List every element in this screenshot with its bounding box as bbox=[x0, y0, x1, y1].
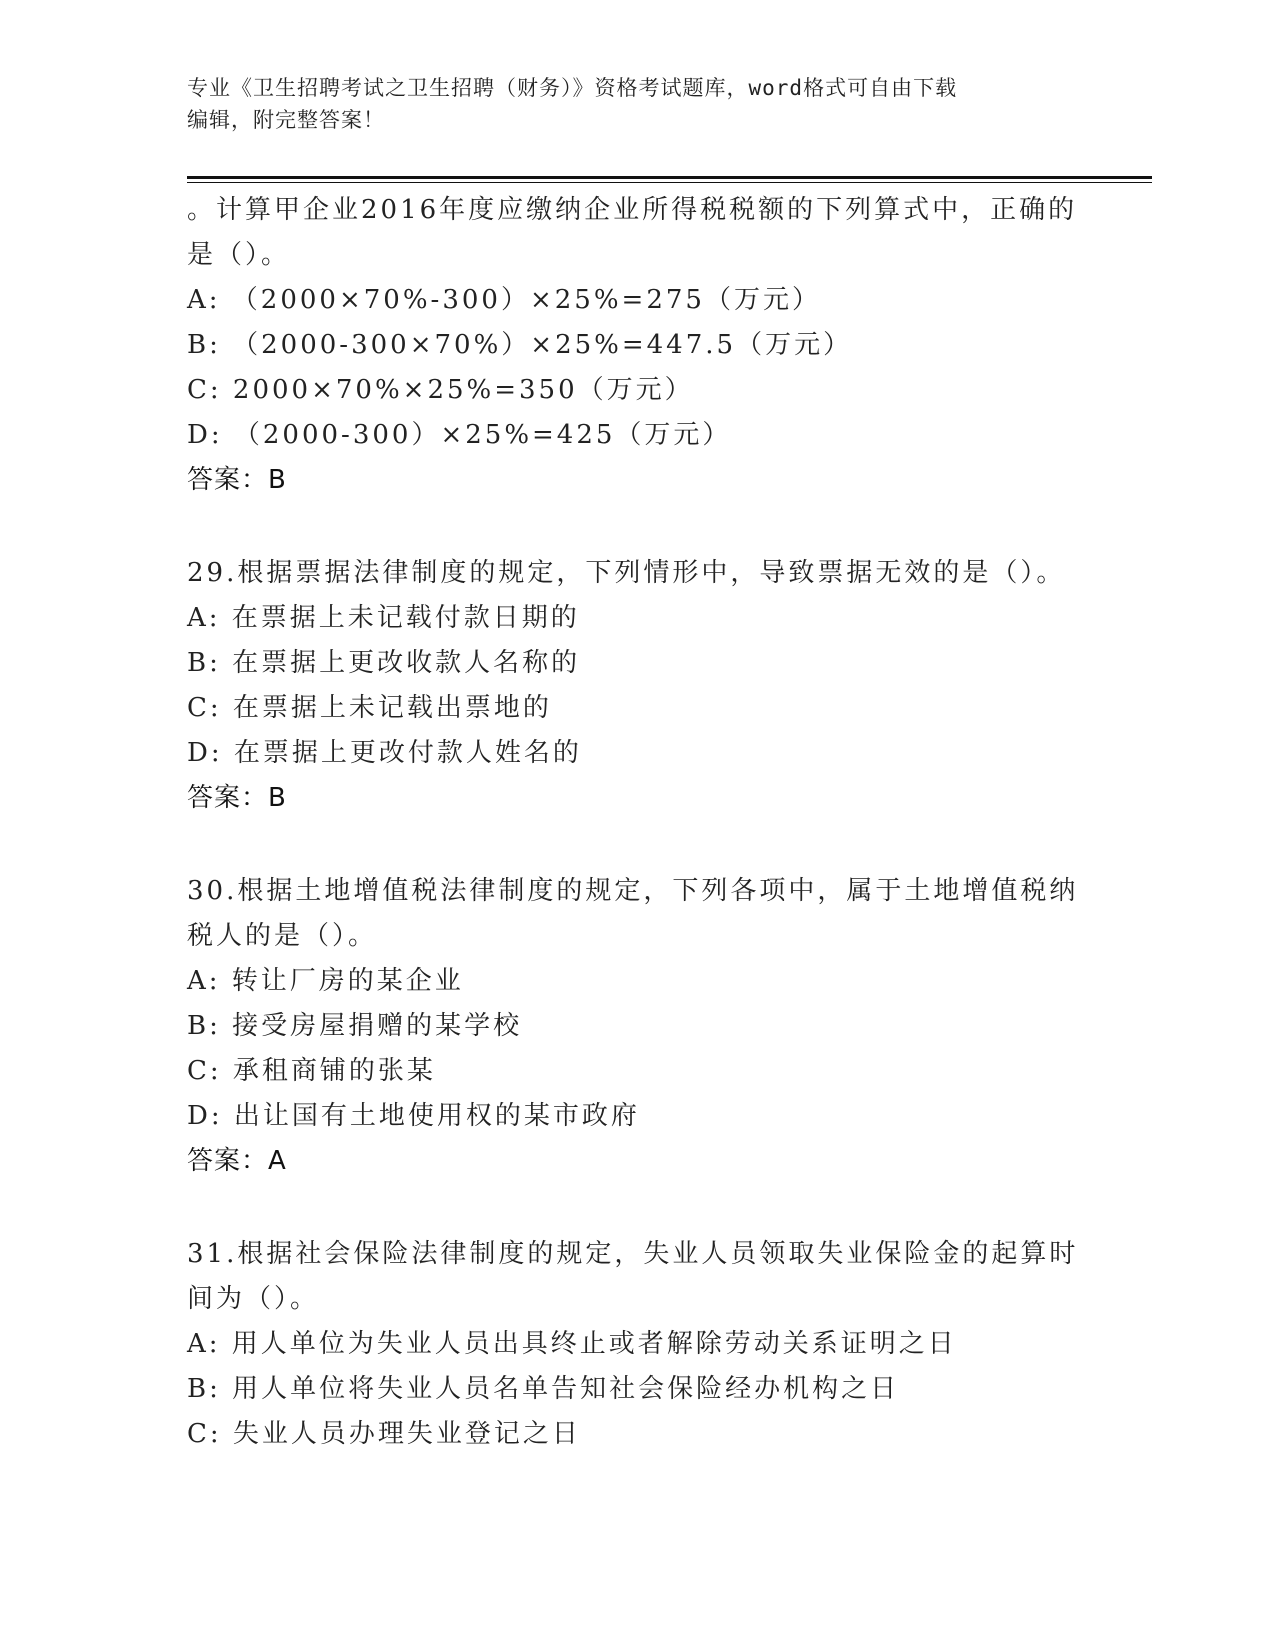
option-c: C: 2000×70%×25%=350（万元） bbox=[187, 375, 694, 405]
question-stem-line: 间为（）。 bbox=[187, 1284, 320, 1314]
option-b: B: （2000-300×70%）×25%=447.5（万元） bbox=[187, 330, 853, 360]
option-b: B: 接受房屋捐赠的某学校 bbox=[187, 1011, 523, 1041]
question-stem-line: 是（）。 bbox=[187, 240, 291, 270]
question-stem-line: 税人的是（）。 bbox=[187, 921, 378, 951]
option-a: A: 用人单位为失业人员出具终止或者解除劳动关系证明之日 bbox=[187, 1329, 957, 1359]
option-c: C: 失业人员办理失业登记之日 bbox=[187, 1419, 581, 1449]
answer-line: 答案：A bbox=[187, 1146, 287, 1176]
option-c: C: 在票据上未记载出票地的 bbox=[187, 693, 552, 723]
option-a: A: 在票据上未记载付款日期的 bbox=[187, 603, 580, 633]
header-rule-thin bbox=[187, 182, 1152, 183]
question-stem-line: 30.根据土地增值税法律制度的规定，下列各项中，属于土地增值税纳 bbox=[187, 876, 1079, 906]
question-block bbox=[187, 551, 1087, 821]
option-a: A: （2000×70%-300）×25%=275（万元） bbox=[187, 285, 821, 315]
question-block bbox=[187, 869, 1087, 1184]
option-d: D: 在票据上更改付款人姓名的 bbox=[187, 738, 582, 768]
answer-line: 答案：B bbox=[187, 783, 287, 813]
question-stem-line: 。计算甲企业2016年度应缴纳企业所得税税额的下列算式中，正确的 bbox=[187, 195, 1078, 225]
question-stem-line: 29.根据票据法律制度的规定，下列情形中，导致票据无效的是（）。 bbox=[187, 558, 1066, 588]
question-block bbox=[187, 188, 1087, 503]
option-b: B: 在票据上更改收款人名称的 bbox=[187, 648, 581, 678]
question-stem-line: 31.根据社会保险法律制度的规定，失业人员领取失业保险金的起算时 bbox=[187, 1239, 1079, 1269]
question-block bbox=[187, 1232, 1087, 1457]
option-b: B: 用人单位将失业人员名单告知社会保险经办机构之日 bbox=[187, 1374, 900, 1404]
question-list bbox=[187, 188, 1087, 1505]
option-c: C: 承租商铺的张某 bbox=[187, 1056, 436, 1086]
option-d: D: （2000-300）×25%=425（万元） bbox=[187, 420, 732, 450]
option-a: A: 转让厂房的某企业 bbox=[187, 966, 464, 996]
option-d: D: 出让国有土地使用权的某市政府 bbox=[187, 1101, 640, 1131]
answer-line: 答案：B bbox=[187, 465, 287, 495]
document-header bbox=[187, 72, 1067, 136]
header-line-2: 编辑，附完整答案！ bbox=[187, 108, 385, 132]
header-rule-thick bbox=[187, 176, 1152, 179]
header-line-1: 专业《卫生招聘考试之卫生招聘（财务）》资格考试题库，word格式可自由下载 bbox=[187, 76, 958, 100]
